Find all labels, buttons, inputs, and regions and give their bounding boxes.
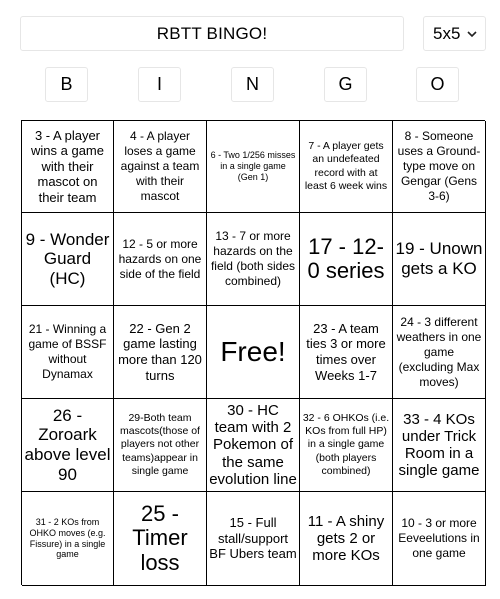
bingo-cell[interactable]: 13 - 7 or more hazards on the field (both sides combined) [207, 213, 300, 306]
bingo-cell[interactable]: 25 - Timer loss [114, 492, 207, 586]
bingo-cell[interactable]: 6 - Two 1/256 misses in a single game (Gen 1) [207, 121, 300, 213]
board-size-value: 5x5 [433, 23, 461, 43]
bingo-cell[interactable]: 33 - 4 KOs under Trick Room in a single game [393, 399, 486, 492]
bingo-title-input[interactable]: RBTT BINGO! [20, 16, 404, 51]
header-n: N [231, 67, 274, 102]
header-o: O [416, 67, 459, 102]
bingo-cell[interactable]: 19 - Unown gets a KO [393, 213, 486, 306]
bingo-cell[interactable]: 22 - Gen 2 game lasting more than 120 turns [114, 306, 207, 399]
bingo-cell[interactable]: 12 - 5 or more hazards on one side of the field [114, 213, 207, 306]
header-g: G [324, 67, 367, 102]
bingo-cell[interactable]: 7 - A player gets an undefeated record with at least 6 week wins [300, 121, 393, 213]
bingo-cell[interactable]: 9 - Wonder Guard (HC) [22, 213, 114, 306]
bingo-cell[interactable]: 21 - Winning a game of BSSF without Dynamax [22, 306, 114, 399]
bingo-cell[interactable]: 29-Both team mascots(those of players not other teams)appear in single game [114, 399, 207, 492]
board-size-select[interactable] [423, 16, 486, 51]
bingo-grid [21, 120, 485, 585]
bingo-cell[interactable]: 4 - A player loses a game against a team with their mascot [114, 121, 207, 213]
free-cell[interactable]: Free! [207, 306, 300, 399]
bingo-cell[interactable]: 15 - Full stall/support BF Ubers team [207, 492, 300, 586]
bingo-cell[interactable]: 24 - 3 different weathers in one game (excluding Max moves) [393, 306, 486, 399]
header-i: I [138, 67, 181, 102]
bingo-cell[interactable]: 31 - 2 KOs from OHKO moves (e.g. Fissure) in a single game [22, 492, 114, 586]
bingo-cell[interactable]: 3 - A player wins a game with their mascot on their team [22, 121, 114, 213]
bingo-cell[interactable]: 11 - A shiny gets 2 or more KOs [300, 492, 393, 586]
header-b: B [45, 67, 88, 102]
bingo-cell[interactable]: 32 - 6 OHKOs (i.e. KOs from full HP) in a single game (both players combined) [300, 399, 393, 492]
bingo-cell[interactable]: 17 - 12-0 series [300, 213, 393, 306]
chevron-down-icon [466, 28, 478, 40]
bingo-cell[interactable]: 8 - Someone uses a Ground-type move on Gengar (Gens 3-6) [393, 121, 486, 213]
bingo-cell[interactable]: 10 - 3 or more Eeveelutions in one game [393, 492, 486, 586]
bingo-cell[interactable]: 30 - HC team with 2 Pokemon of the same evolution line [207, 399, 300, 492]
bingo-cell[interactable]: 23 - A team ties 3 or more times over Weeks 1-7 [300, 306, 393, 399]
bingo-cell[interactable]: 26 - Zoroark above level 90 [22, 399, 114, 492]
